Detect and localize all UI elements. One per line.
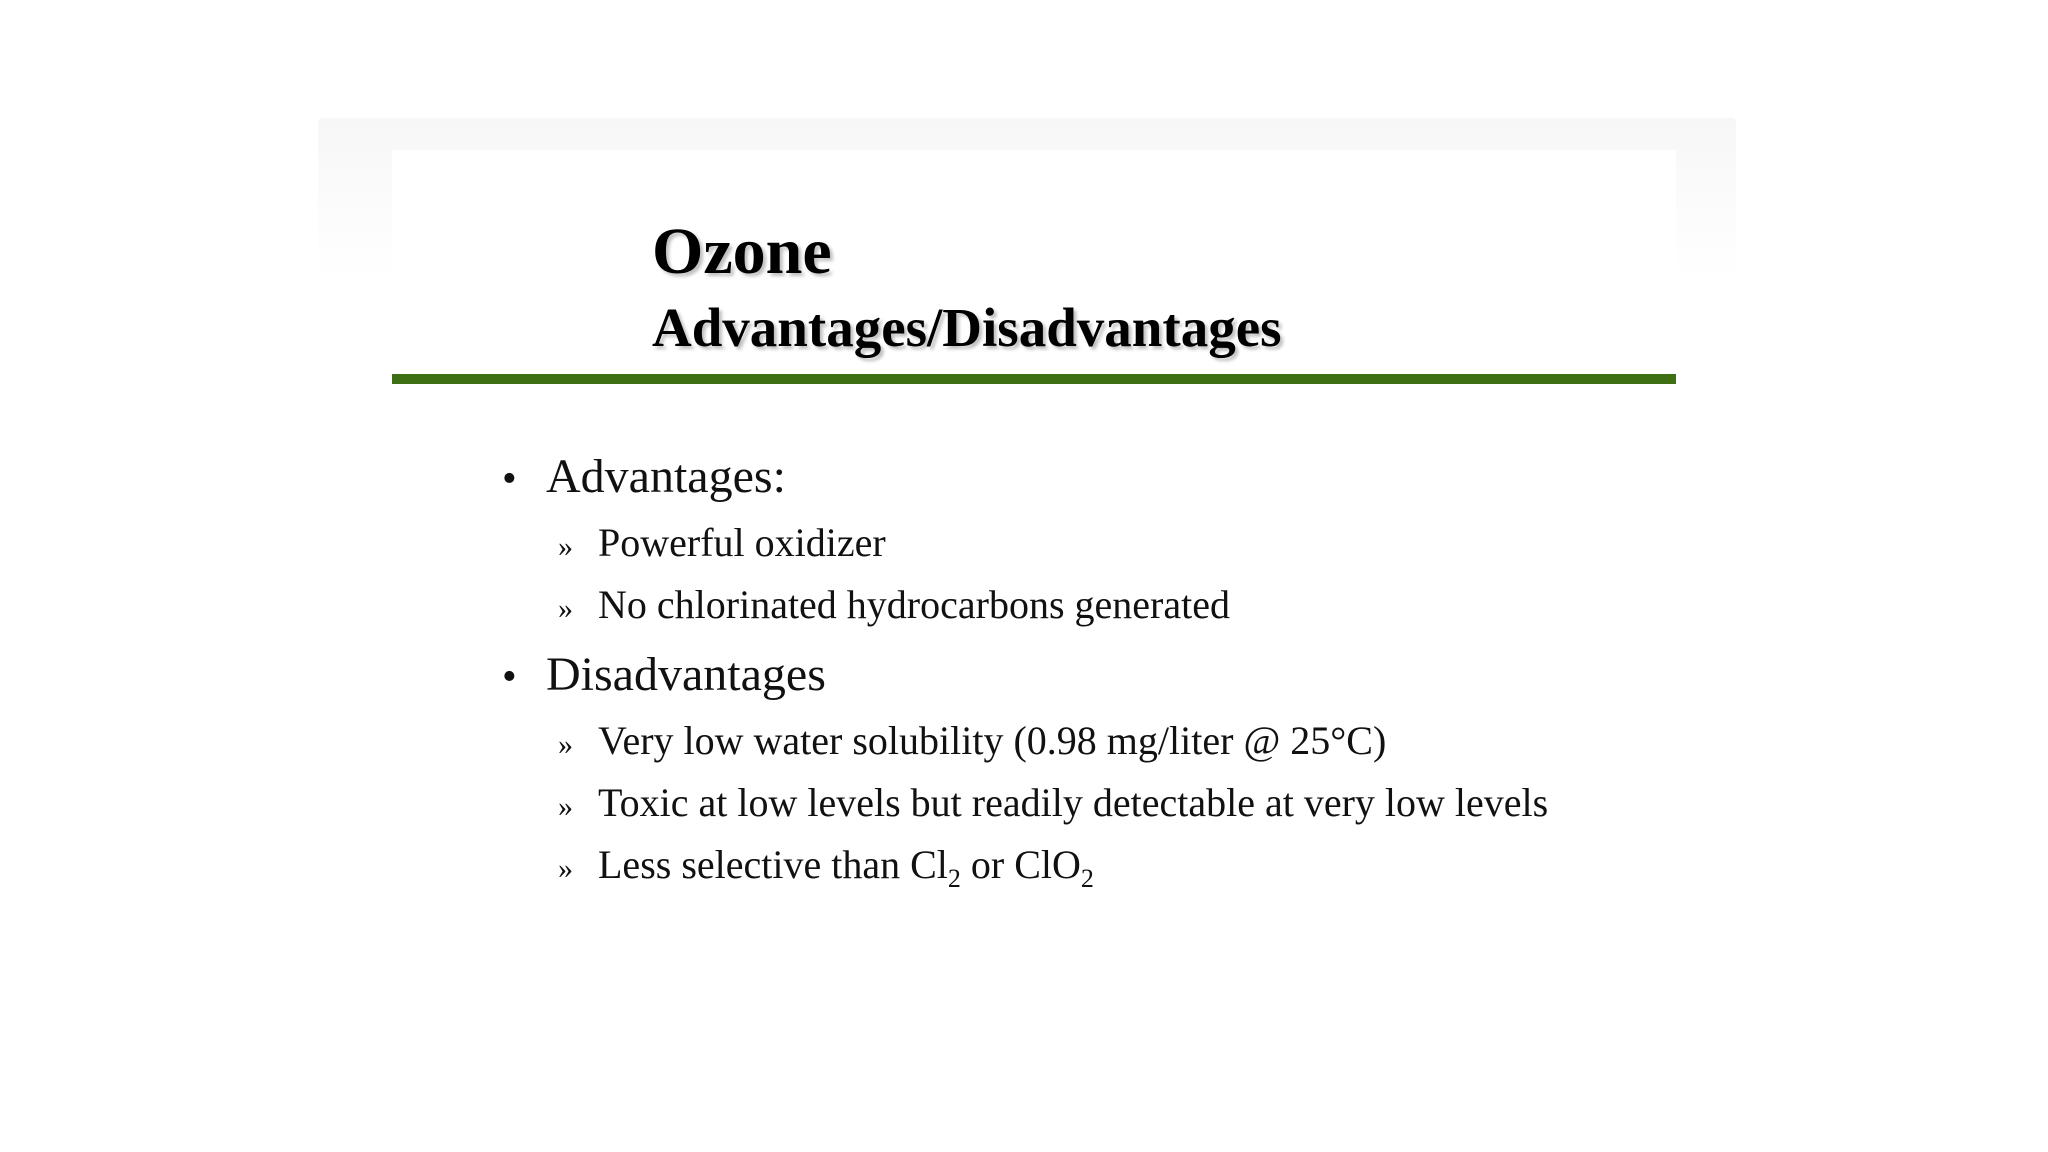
bullet-heading: Disadvantages xyxy=(546,648,826,701)
list-item xyxy=(558,840,1602,894)
chevron-bullet-icon: » xyxy=(558,592,573,625)
chevron-bullet-icon: » xyxy=(558,530,573,563)
chevron-bullet-icon: » xyxy=(558,852,573,885)
slide-subtitle: Advantages/Disadvantages xyxy=(652,297,1282,358)
subscript: 2 xyxy=(947,864,961,893)
slide-content xyxy=(502,436,1602,894)
list-item-text xyxy=(598,840,1598,893)
bullet-disadvantages xyxy=(502,644,1602,708)
list-item xyxy=(558,778,1602,832)
list-item-text: Powerful oxidizer xyxy=(598,520,886,565)
bullet-advantages xyxy=(502,446,1602,510)
list-item-text: Very low water solubility (0.98 mg/liter @ 25°C) xyxy=(598,718,1387,763)
title-block xyxy=(652,212,1282,362)
bullet-dot-icon: • xyxy=(502,456,517,502)
advantages-list xyxy=(558,518,1602,634)
text-segment: or ClO xyxy=(960,842,1081,887)
bullet-dot-icon: • xyxy=(502,654,517,700)
subscript: 2 xyxy=(1080,864,1094,893)
chevron-bullet-icon: » xyxy=(558,790,573,823)
list-item-text: Toxic at low levels but readily detectable at very low levels xyxy=(598,780,1549,825)
title-divider xyxy=(392,374,1676,384)
slide-title: Ozone xyxy=(652,215,832,288)
list-item xyxy=(558,716,1602,770)
text-segment: Less selective than Cl xyxy=(598,842,948,887)
bullet-heading: Advantages: xyxy=(546,450,786,503)
slide xyxy=(392,150,1676,950)
list-item-text: No chlorinated hydrocarbons generated xyxy=(598,582,1230,627)
disadvantages-list xyxy=(558,716,1602,894)
chevron-bullet-icon: » xyxy=(558,728,573,761)
list-item xyxy=(558,518,1602,572)
list-item xyxy=(558,580,1602,634)
